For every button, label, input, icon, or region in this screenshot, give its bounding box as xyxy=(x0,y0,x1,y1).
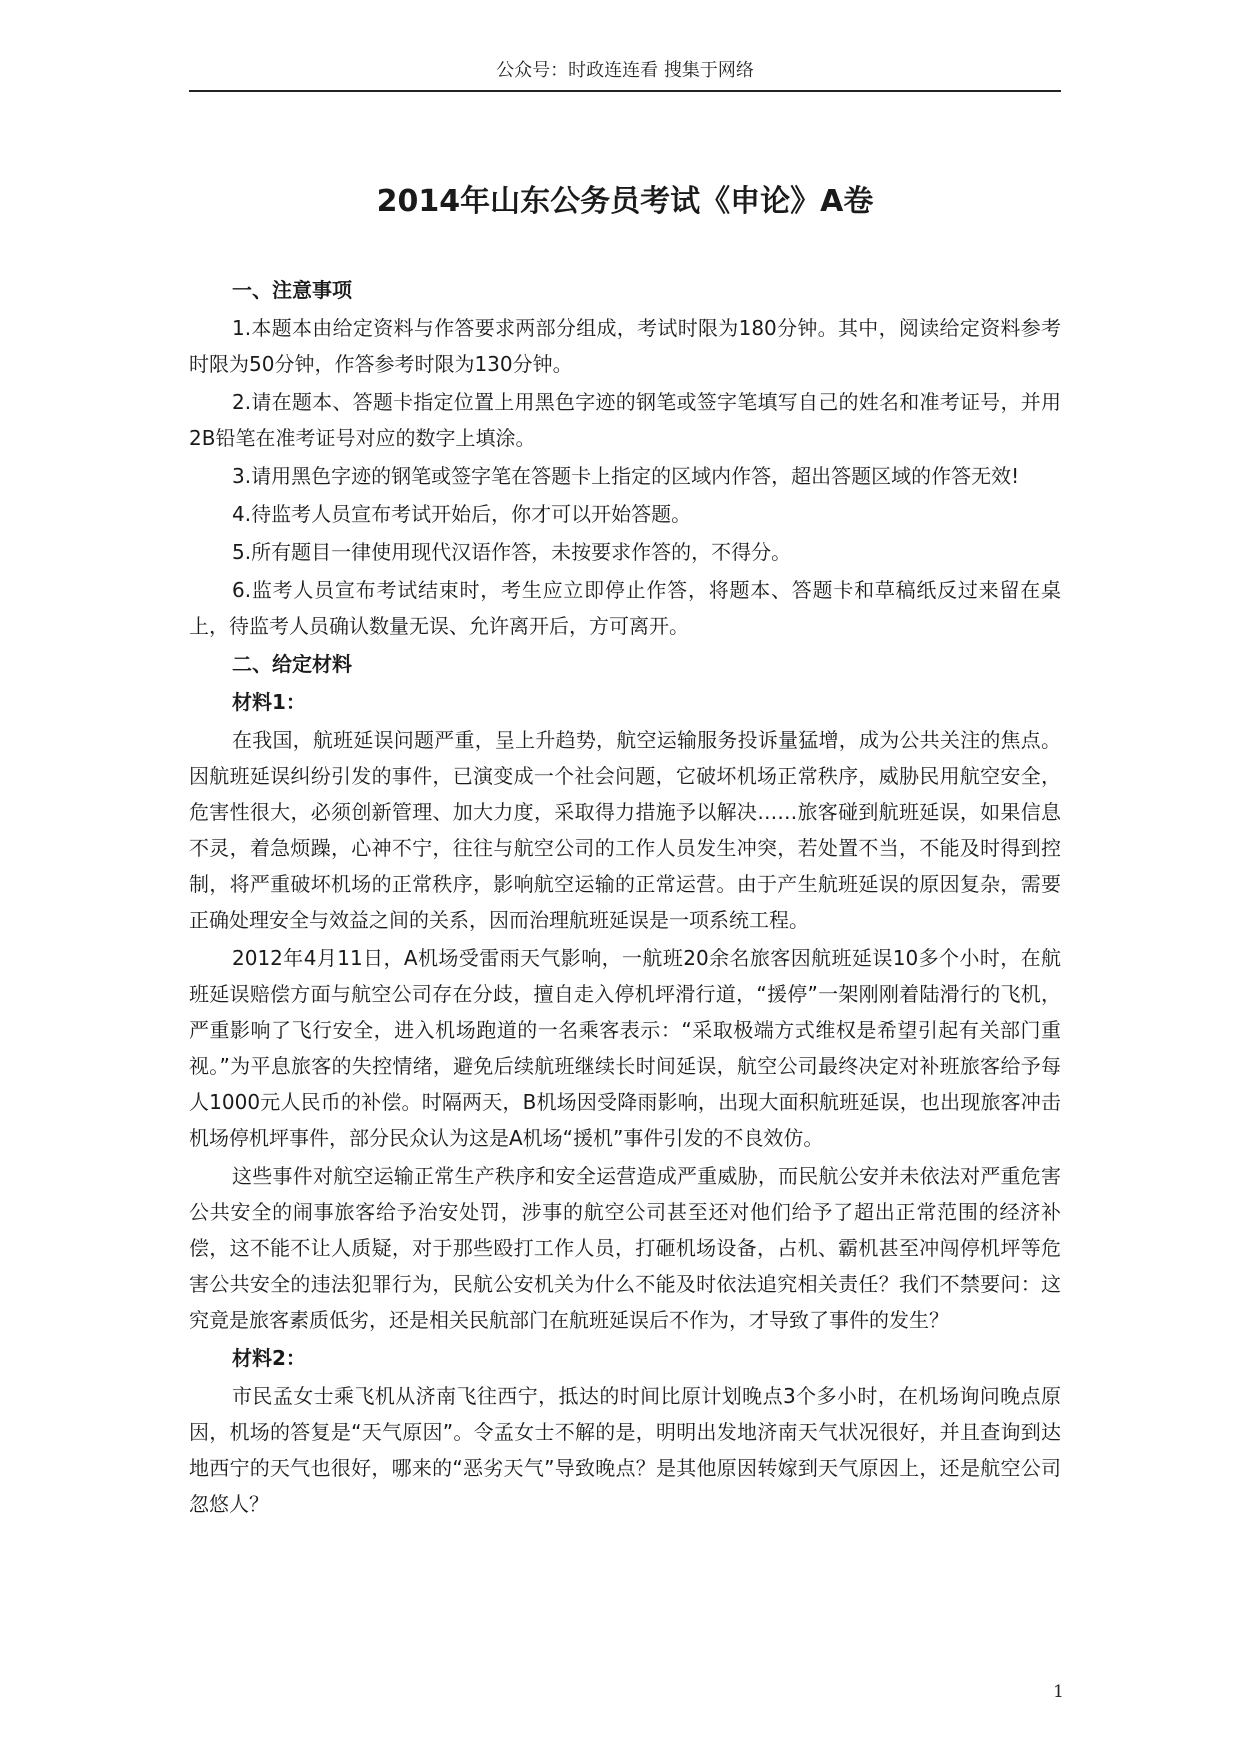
material1-heading: 材料1： xyxy=(232,690,306,714)
note-paragraph: 1.本题本由给定资料与作答要求两部分组成，考试时限为180分钟。其中，阅读给定资料参考时限为50分钟，作答参考时限为130分钟。 xyxy=(189,316,1061,376)
page-header: 公众号：时政连连看 搜集于网络 xyxy=(189,58,1061,92)
material2-paragraph: 市民孟女士乘飞机从济南飞往西宁，抵达的时间比原计划晚点3个多小时，在机场询问晚点原因，机场的答复是“天气原因”。令孟女士不解的是，明明出发地济南天气状况很好，并且查询到达地西宁的天气也很好，哪来的“恶劣天气”导致晚点？是其他原因转嫁到天气原因上，还是航空公司忽悠人？ xyxy=(189,1384,1061,1516)
note-paragraph: 3.请用黑色字迹的钢笔或签字笔在答题卡上指定的区域内作答，超出答题区域的作答无效! xyxy=(232,464,1020,488)
note-paragraph: 6.监考人员宣布考试结束时，考生应立即停止作答，将题本、答题卡和草稿纸反过来留在桌上，待监考人员确认数量无误、允许离开后，方可离开。 xyxy=(189,578,1061,638)
material1-paragraph: 这些事件对航空运输正常生产秩序和安全运营造成严重威胁，而民航公安并未依法对严重危害公共安全的闹事旅客给予治安处罚，涉事的航空公司甚至还对他们给予了超出正常范围的经济补偿，这不能不让人质疑，对于那些殴打工作人员，打砸机场设备，占机、霸机甚至冲闯停机坪等危害公共安全的违法犯罪行为，民航公安机关为什么不能及时依法追究相关责任？我们不禁要问：这究竟是旅客素质低劣，还是相关民航部门在航班延误后不作为，才导致了事件的发生？ xyxy=(189,1164,1061,1332)
document-body xyxy=(189,272,1061,1524)
material1-paragraph: 在我国，航班延误问题严重，呈上升趋势，航空运输服务投诉量猛增，成为公共关注的焦点。因航班延误纠纷引发的事件，已演变成一个社会问题，它破坏机场正常秩序，威胁民用航空安全，危害性很大，必须创新管理、加大力度，采取得力措施予以解决……旅客碰到航班延误，如果信息不灵，着急烦躁，心神不宁，往往与航空公司的工作人员发生冲突，若处置不当，不能及时得到控制，将严重破坏机场的正常秩序，影响航空运输的正常运营。由于产生航班延误的原因复杂，需要正确处理安全与效益之间的关系，因而治理航班延误是一项系统工程。 xyxy=(189,728,1061,932)
material2-heading: 材料2： xyxy=(232,1346,306,1370)
section-heading-notes: 一、注意事项 xyxy=(232,278,352,302)
document-title: 2014年山东公务员考试《申论》A卷 xyxy=(376,184,874,219)
note-paragraph: 4.待监考人员宣布考试开始后，你才可以开始答题。 xyxy=(232,502,692,526)
section-heading-materials: 二、给定材料 xyxy=(232,652,352,676)
page-number: 1 xyxy=(1053,1682,1064,1702)
material1-paragraph: 2012年4月11日，A机场受雷雨天气影响，一航班20余名旅客因航班延误10多个小时，在航班延误赔偿方面与航空公司存在分歧，擅自走入停机坪滑行道，“援停”一架刚刚着陆滑行的飞机，严重影响了飞行安全，进入机场跑道的一名乘客表示：“采取极端方式维权是希望引起有关部门重视。”为平息旅客的失控情绪，避免后续航班继续长时间延误，航空公司最终决定对补班旅客给予每人1000元人民币的补偿。时隔两天，B机场因受降雨影响，出现大面积航班延误，也出现旅客冲击机场停机坪事件，部分民众认为这是A机场“援机”事件引发的不良效仿。 xyxy=(189,946,1061,1150)
note-paragraph: 5.所有题目一律使用现代汉语作答，未按要求作答的，不得分。 xyxy=(232,540,792,564)
note-paragraph: 2.请在题本、答题卡指定位置上用黑色字迹的钢笔或签字笔填写自己的姓名和准考证号，并用2B铅笔在准考证号对应的数字上填涂。 xyxy=(189,390,1061,450)
